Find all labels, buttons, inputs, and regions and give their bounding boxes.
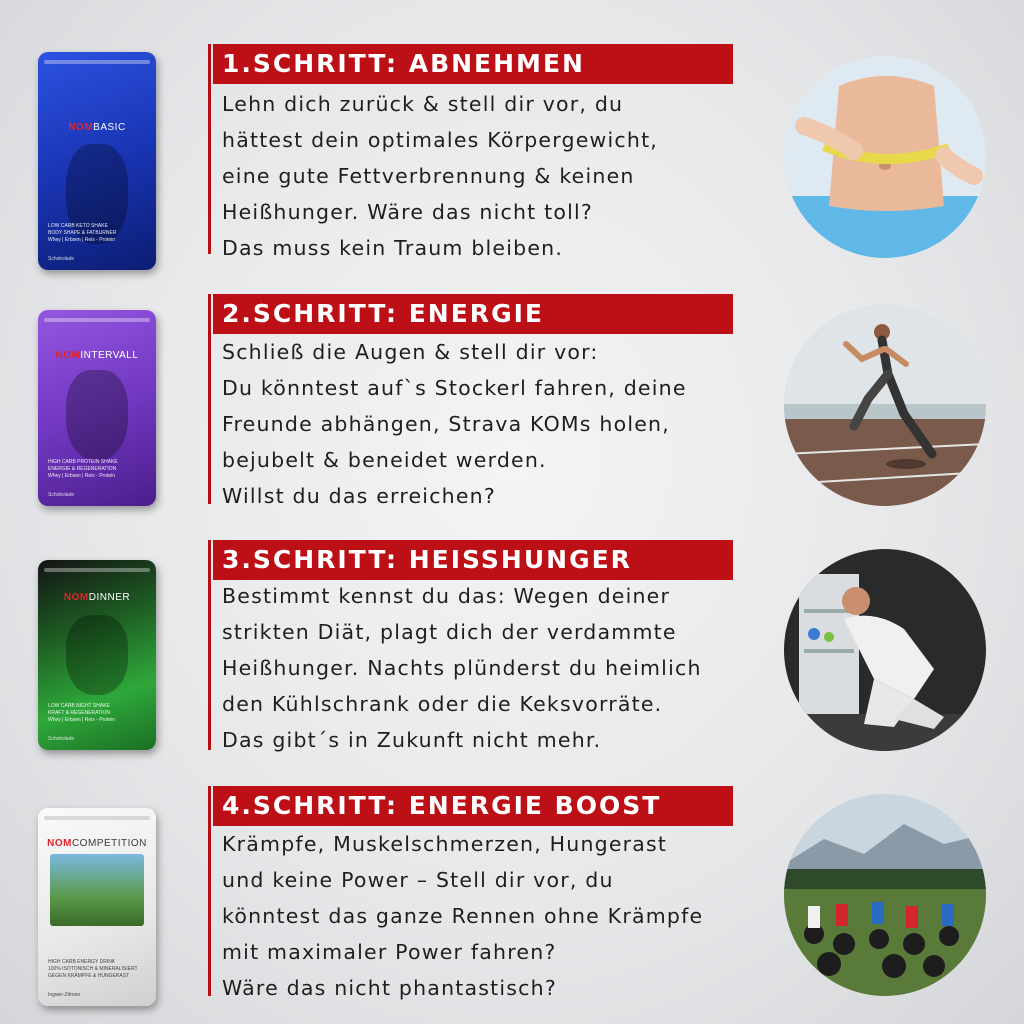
product-flavor: Schokolade <box>48 492 75 498</box>
product-description: HIGH CARB PROTEIN SHAKE ENERGIE & REGENERATION Whey | Erbsen | Reis - Protein <box>48 459 118 479</box>
photo-bike-race <box>784 794 986 996</box>
product-brand: NOMDINNER <box>63 592 131 603</box>
body-silhouette-icon <box>66 615 128 695</box>
product-pack-basic <box>38 52 156 270</box>
step-title: 3.SCHRITT: HEISSHUNGER <box>213 540 733 580</box>
step-title: 4.SCHRITT: ENERGIE BOOST <box>213 786 733 826</box>
product-flavor: Schokolade <box>48 256 75 262</box>
step-title: 1.SCHRITT: ABNEHMEN <box>213 44 733 84</box>
cyclist-image-icon <box>50 854 144 926</box>
product-flavor: Schokolade <box>48 736 75 742</box>
accent-bar <box>208 540 211 750</box>
accent-bar <box>208 786 211 996</box>
product-description: HIGH CARB ENERGY DRINK 100% ISOTONISCH & MINERALISIERT GEGEN KRÄMPFE & HUNGERAST <box>48 959 138 979</box>
product-flavor: Ingwer-Zitrone <box>48 992 81 998</box>
accent-bar <box>208 44 211 254</box>
photo-man-at-fridge <box>784 549 986 751</box>
product-pack-competition <box>38 808 156 1006</box>
photo-waist-measuring <box>784 56 986 258</box>
product-brand: NOMINTERVALL <box>55 350 139 361</box>
product-brand: NOMCOMPETITION <box>47 838 147 849</box>
product-pack-dinner <box>38 560 156 750</box>
accent-bar <box>208 294 211 504</box>
body-silhouette-icon <box>66 370 128 460</box>
step-body: Bestimmt kennst du das: Wegen deiner strikten Diät, plagt dich der verdammte Heißhunger. Nachts plünderst du heimlich den Kühlschrank oder die Keksvorräte. Das gibt´s in Zukunft nicht mehr. <box>222 584 702 752</box>
product-description: LOW CARB NIGHT SHAKE KRAFT & REGENERATION Whey | Erbsen | Reis - Protein <box>48 703 116 723</box>
product-pack-intervall <box>38 310 156 506</box>
product-description: LOW CARB KETO SHAKE BODY SHAPE & FATBURNER Whey | Erbsen | Reis - Protein <box>48 223 117 243</box>
photo-runner <box>784 304 986 506</box>
step-body: Krämpfe, Muskelschmerzen, Hungerast und keine Power – Stell dir vor, du könntest das ganze Rennen ohne Krämpfe mit maximaler Power fahren? Wäre das nicht phantastisch? <box>222 832 704 1000</box>
step-body: Lehn dich zurück & stell dir vor, du hättest dein optimales Körpergewicht, eine gute Fettverbrennung & keinen Heißhunger. Wäre das nicht toll? Das muss kein Traum bleiben. <box>222 92 659 260</box>
step-title: 2.SCHRITT: ENERGIE <box>213 294 733 334</box>
product-brand: NOMBASIC <box>68 122 126 133</box>
step-body: Schließ die Augen & stell dir vor: Du könntest auf`s Stockerl fahren, deine Freunde abhängen, Strava KOMs holen, bejubelt & beneidet werden. Willst du das erreichen? <box>222 340 687 508</box>
